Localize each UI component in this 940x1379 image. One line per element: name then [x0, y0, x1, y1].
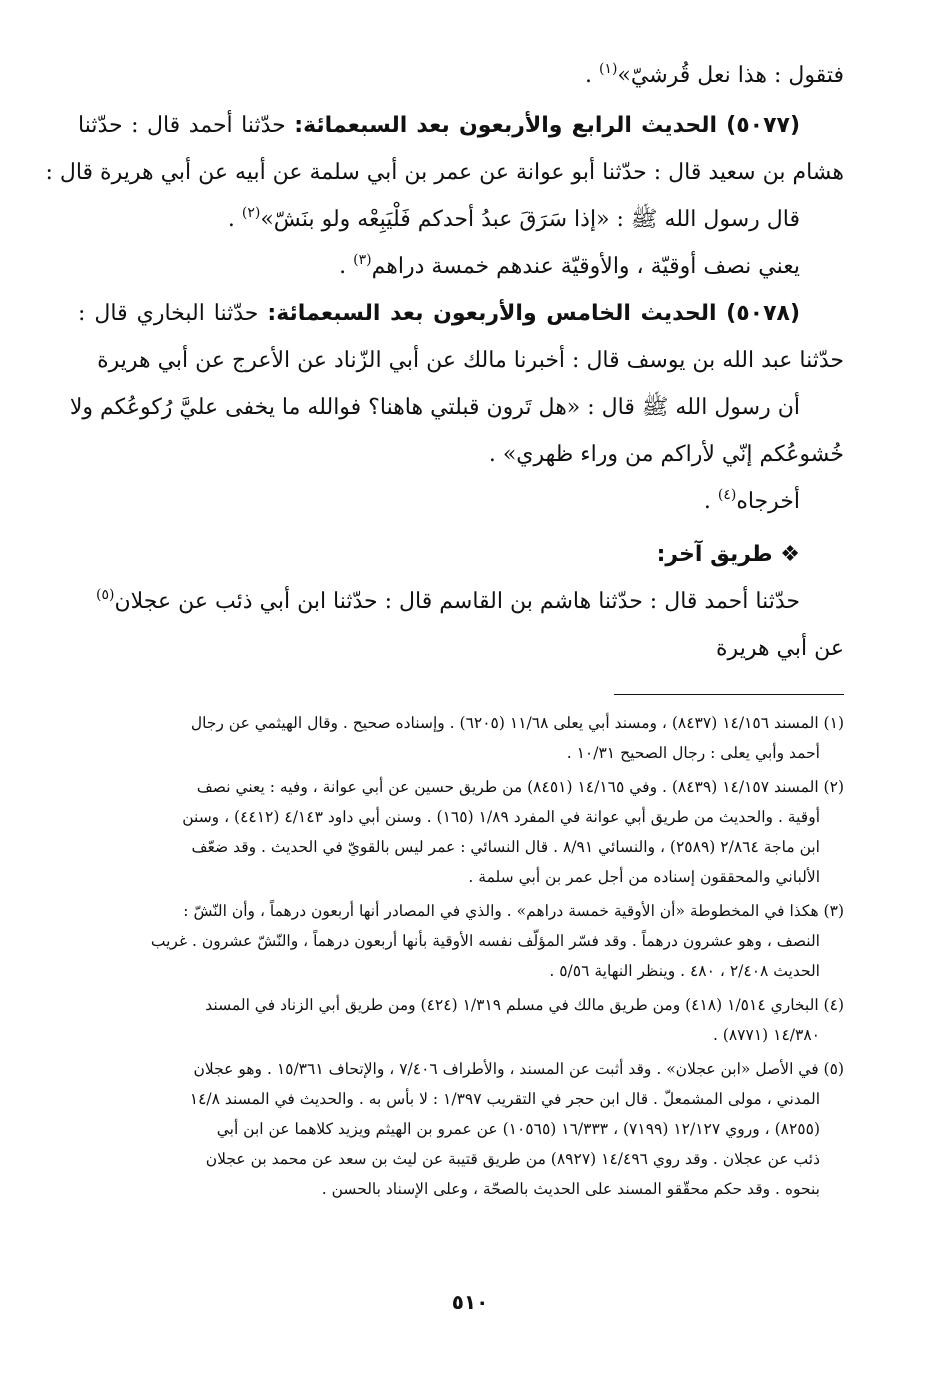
footnote-ref[interactable]: (٣): [353, 252, 372, 268]
main-text: [45, 52, 844, 672]
page-number: ٥١٠: [451, 1290, 489, 1314]
text: حدّثنا البخاري قال :: [78, 301, 268, 326]
text-line: هشام بن سعيد قال : حدّثنا أبو عوانة عن عمر بن أبي سلمة عن أبيه عن أبي هريرة قال :: [45, 160, 844, 185]
text-line: خُشوعُكم إنّي لأراكم من وراء ظهري» .: [488, 442, 844, 467]
text: .: [703, 489, 718, 514]
text-line: حدّثنا عبد الله بن يوسف قال : أخبرنا مالك عن أبي الزّناد عن الأعرج عن أبي هريرة: [97, 348, 844, 373]
footnote-4: [78, 990, 844, 1050]
text-line: [78, 478, 844, 525]
text: .: [584, 63, 599, 88]
footnote-line: بنحوه . وقد حكم محقّقو المسند على الحديث بالصحّة ، وعلى الإسناد بالحسن .: [321, 1180, 820, 1198]
footnote-line: (١) المسند ١٤/١٥٦ (٨٤٣٧) ، ومسند أبي يعلى ١١/٦٨ (٦٢٠٥) . وإسناده صحيح . وقال الهيثمي عن رجال: [190, 714, 844, 732]
footnote-ref[interactable]: (٢): [241, 205, 261, 221]
section-heading: ❖ طريق آخر:: [656, 542, 800, 567]
text: حدّثنا أحمد قال : حدّثنا: [78, 113, 295, 138]
text: يعني نصف أوقيّة ، والأوقيّة عندهم خمسة دراهم: [371, 254, 800, 279]
text: حدّثنا أحمد قال : حدّثنا هاشم بن القاسم قال : حدّثنا ابن أبي ذئب عن عجلان: [114, 589, 800, 614]
footnote-line: (٢) المسند ١٤/١٥٧ (٨٤٣٩) . وفي ١٤/١٦٥ (٨٤٥١) من طريق حسين عن أبي عوانة ، وفيه : يعني نصف: [196, 778, 844, 796]
text-line: [78, 196, 844, 243]
footnote-line: أحمد وأبي يعلى : رجال الصحيح ١٠/٣١ .: [566, 744, 820, 762]
footnote-3: [78, 896, 844, 986]
footnote-line: ابن ماجة ٢/٨٦٤ (٢٥٨٩) ، والنسائي ٨/٩١ . قال النسائي : عمر ليس بالقويّ في الحديث . وقد ضعّف: [191, 838, 820, 856]
text: .: [339, 254, 354, 279]
text: .: [227, 207, 242, 232]
hadith-title: (٥٠٧٧) الحديث الرابع والأربعون بعد السبعمائة:: [294, 113, 800, 138]
text-line: [78, 52, 844, 99]
footnote-line: ذئب عن عجلان . وقد روي ١٤/٤٩٦ (٨٩٢٧) من طريق قتيبة عن ليث بن سعد عن محمد بن عجلان: [205, 1150, 820, 1168]
text-line: أن رسول الله ﷺ قال : «هل تَرون قبلتي هاهنا؟ فوالله ما يخفى عليَّ رُكوعُكم ولا: [69, 395, 800, 420]
hadith-5078: [69, 290, 844, 525]
footnote-ref[interactable]: (١): [598, 61, 618, 77]
footnote-2: [78, 772, 844, 892]
footnote-1: [78, 708, 844, 768]
footnote-line: المدني ، مولى المشمعلّ . قال ابن حجر في التقريب ١/٣٩٧ : لا بأس به . والحديث في المسند ١٤/٨: [189, 1090, 820, 1108]
text: أخرجاه: [736, 489, 800, 514]
hadith-5077: [45, 102, 844, 290]
footnote-line: النصف ، وهو عشرون درهماً . وقد فسّر المؤلّف نفسه الأوقية بأنها أربعون درهماً ، والنّشّ عشرون . غريب: [150, 932, 820, 950]
footnote-divider: [614, 694, 844, 695]
footnote-line: الألباني والمحققون إسناده من أجل عمر بن أبي سلمة .: [468, 868, 820, 886]
hadith-heading-line: [78, 290, 844, 337]
text-line: عن أبي هريرة: [716, 636, 844, 661]
text: قال رسول الله ﷺ : «إذا سَرَقَ عبدُ أحدكم فَلْيَبِعْه ولو بنَشّ»: [260, 207, 800, 232]
footnote-ref[interactable]: (٥): [96, 587, 115, 603]
hadith-heading-line: [78, 102, 844, 149]
footnotes: [78, 708, 844, 1208]
text-line: [78, 243, 844, 290]
text-line: [78, 578, 844, 625]
footnote-line: ١٤/٣٨٠ (٨٧٧١) .: [712, 1026, 820, 1044]
footnote-line: (٥) في الأصل «ابن عجلان» . وقد أثبت عن المسند ، والأطراف ٧/٤٠٦ ، والإتحاف ١٥/٣٦١ . وهو عجلان: [193, 1060, 844, 1078]
footnote-line: أوقية . والحديث من طريق أبي عوانة في المفرد ١/٨٩ (١٦٥) . وسنن أبي داود ٤/١٤٣ (٤٤١٢) ، وسنن: [182, 808, 820, 826]
footnote-line: الحديث ٢/٤٠٨ ، ٤٨٠ . وينظر النهاية ٥/٥٦ .: [549, 962, 820, 980]
footnote-ref[interactable]: (٤): [717, 487, 737, 503]
footnote-line: (٨٢٥٥) ، وروي ١٢/١٢٧ (٧١٩٩) ، ١٦/٣٣٣ (١٠٥٦٥) عن عمرو بن الهيثم ويزيد كلاهما عن ابن أبي: [216, 1120, 820, 1138]
footnote-line: (٤) البخاري ١/٥١٤ (٤١٨) ومن طريق مالك في مسلم ١/٣١٩ (٤٢٤) ومن طريق أبي الزناد في المسند: [205, 996, 844, 1014]
footnote-line: (٣) هكذا في المخطوطة «أن الأوقية خمسة دراهم» . والذي في المصادر أنها أربعون درهماً ، وأن النّشّ :: [183, 902, 844, 920]
hadith-title: (٥٠٧٨) الحديث الخامس والأربعون بعد السبعمائة:: [267, 301, 800, 326]
footnote-5: [78, 1054, 844, 1204]
text: فتقول : هذا نعل قُرشيّ»: [617, 63, 844, 88]
